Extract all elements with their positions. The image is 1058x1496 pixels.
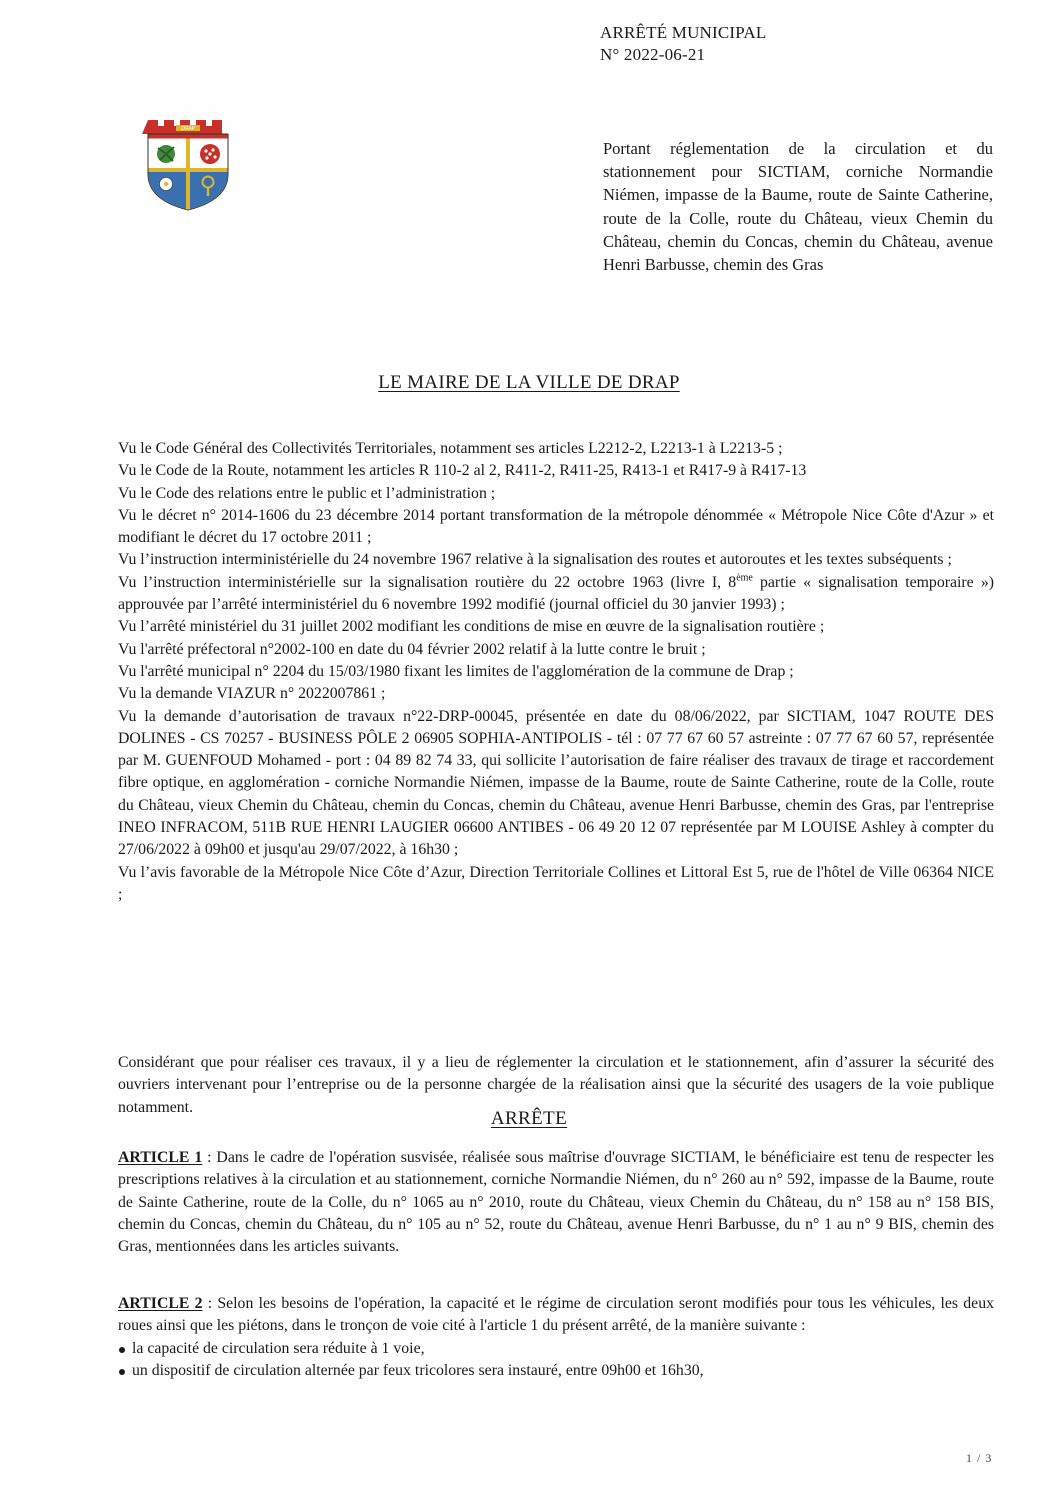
legal-reference-text: partie « signalisation temporaire ») approuvée par l’arrêté interministériel du 6 novembre 1992 modifié (journal officiel du 30 janvier 1993) ; (118, 573, 994, 614)
legal-reference-item (118, 572, 994, 617)
bullet-icon (119, 1347, 125, 1353)
bullet-icon (119, 1369, 125, 1375)
legal-reference-item: Vu le Code des relations entre le public et l’administration ; (118, 484, 496, 502)
legal-reference-item: Vu l'arrêté municipal n° 2204 du 15/03/1980 fixant les limites de l'agglomération de la commune de Drap ; (118, 662, 794, 680)
article-1 (118, 1147, 994, 1258)
ordinal-superscript: ème (736, 572, 753, 584)
subject-summary: Portant réglementation de la circulation et du stationnement pour SICTIAM, corniche Normandie Niémen, impasse de la Baume, route de Sainte Catherine, route de la Colle, route du Château, vieux Chemin du Château, chemin du Concas, chemin du Château, avenue Henri Barbusse, chemin des Gras (603, 139, 993, 275)
legal-reference-item: Vu la demande d’autorisation de travaux n°22-DRP-00045, présentée en date du 08/06/2022, par SICTIAM, 1047 ROUTE DES DOLINES - CS 70257 - BUSINESS PÔLE 2 06905 SOPHIA-ANTIPOLIS - tél : 07 77 67 60 57 astreinte : 07 77 67 60 57, représentée par M. GUENFOUD Mohamed - port : 04 89 82 74 33, qui sollicite l’autorisation de faire réaliser des travaux de tirage et raccordement fibre optique, en agglomération - corniche Normandie Niémen, impasse de la Baume, route de Sainte Catherine, route de la Colle, route du Château, vieux Chemin du Château, chemin du Concas, chemin du Château, avenue Henri Barbusse, chemin des Gras, par l'entreprise INEO INFRACOM, 511B RUE HENRI LAUGIER 06600 ANTIBES - 06 49 20 12 07 représentée par M LOUISE Ashley à compter du 27/06/2022 à 09h00 et jusqu'au 29/07/2022, à 16h30 ; (118, 707, 994, 859)
article-1-text: : Dans le cadre de l'opération susvisée, réalisée sous maîtrise d'ouvrage SICTIAM, le bénéficiaire est tenu de respecter les prescriptions relatives à la circulation et au stationnement, corniche Normandie Niémen, du n° 260 au n° 592, impasse de la Baume, route de Sainte Catherine, route de la Colle, du n° 1065 au n° 2010, route du Château, vieux Chemin du Château, du n° 158 au n° 158 BIS, chemin du Concas, chemin du Château, du n° 105 au n° 52, route du Château, avenue Henri Barbusse, du n° 1 au n° 9 BIS, chemin des Gras, mentionnées dans les articles suivants. (118, 1149, 994, 1256)
page-number: 1 / 3 (966, 1451, 993, 1465)
legal-reference-item: Vu l'arrêté préfectoral n°2002-100 en date du 04 février 2002 relatif à la lutte contre le bruit ; (118, 640, 706, 658)
document-reference (600, 22, 766, 66)
list-item (118, 1360, 994, 1382)
legal-reference-text: Vu l’instruction interministérielle sur la signalisation routière du 22 octobre 1963 (livre I, 8 (118, 573, 737, 591)
article-1-label: ARTICLE 1 (118, 1149, 203, 1166)
document-type: ARRÊTÉ MUNICIPAL (600, 23, 767, 42)
issuing-authority-title: LE MAIRE DE LA VILLE DE DRAP (378, 372, 680, 393)
legal-reference-item: Vu le Code Général des Collectivités Territoriales, notamment ses articles L2212-2, L2213-1 à L2213-5 ; (118, 440, 783, 457)
legal-reference-item: Vu l’instruction interministérielle du 24 novembre 1967 relative à la signalisation des routes et autoroutes et les textes subséquents ; (118, 551, 952, 569)
decree-section-title: ARRÊTE (490, 1108, 568, 1129)
article-2-label: ARTICLE 2 (118, 1295, 203, 1312)
article-2-measures-list (118, 1338, 994, 1383)
considerant-paragraph: Considérant que pour réaliser ces travaux, il y a lieu de réglementer la circulation et le stationnement, afin d’assurer la sécurité des ouvriers intervenant pour l’entreprise ou de la personne chargée de la réalisation ainsi que la sécurité des usagers de la voie publique notamment. (118, 1054, 994, 1116)
legal-references-list (118, 438, 994, 906)
list-item (118, 1338, 994, 1360)
document-number: N° 2022-06-21 (600, 45, 706, 64)
legal-reference-item: Vu le Code de la Route, notamment les articles R 110-2 al 2, R411-2, R411-25, R413-1 et R417-9 à R417-13 (118, 462, 807, 480)
list-item-text: un dispositif de circulation alternée par feux tricolores sera instauré, entre 09h00 et 16h30, (132, 1361, 704, 1379)
legal-reference-item: Vu le décret n° 2014-1606 du 23 décembre 2014 portant transformation de la métropole dénommée « Métropole Nice Côte d'Azur » et modifiant le décret du 17 octobre 2011 ; (118, 506, 994, 547)
svg-text:DRAP: DRAP (181, 126, 195, 133)
legal-reference-item: Vu l’avis favorable de la Métropole Nice Côte d’Azur, Direction Territoriale Collines et Littoral Est 5, rue de l'hôtel de Ville 06364 NICE ; (118, 863, 994, 903)
article-2 (118, 1293, 994, 1382)
drap-coat-of-arms-icon (138, 114, 238, 214)
list-item-text: la capacité de circulation sera réduite à 1 voie, (132, 1339, 425, 1357)
legal-reference-item: Vu la demande VIAZUR n° 2022007861 ; (118, 685, 386, 703)
legal-reference-item: Vu l’arrêté ministériel du 31 juillet 2002 modifiant les conditions de mise en œuvre de la signalisation routière ; (118, 618, 825, 636)
article-2-text: : Selon les besoins de l'opération, la capacité et le régime de circulation seront modifiés pour tous les véhicules, les deux roues ainsi que les piétons, dans le tronçon de voie cité à l'article 1 du présent arrêté, de la manière suivante : (118, 1295, 994, 1335)
